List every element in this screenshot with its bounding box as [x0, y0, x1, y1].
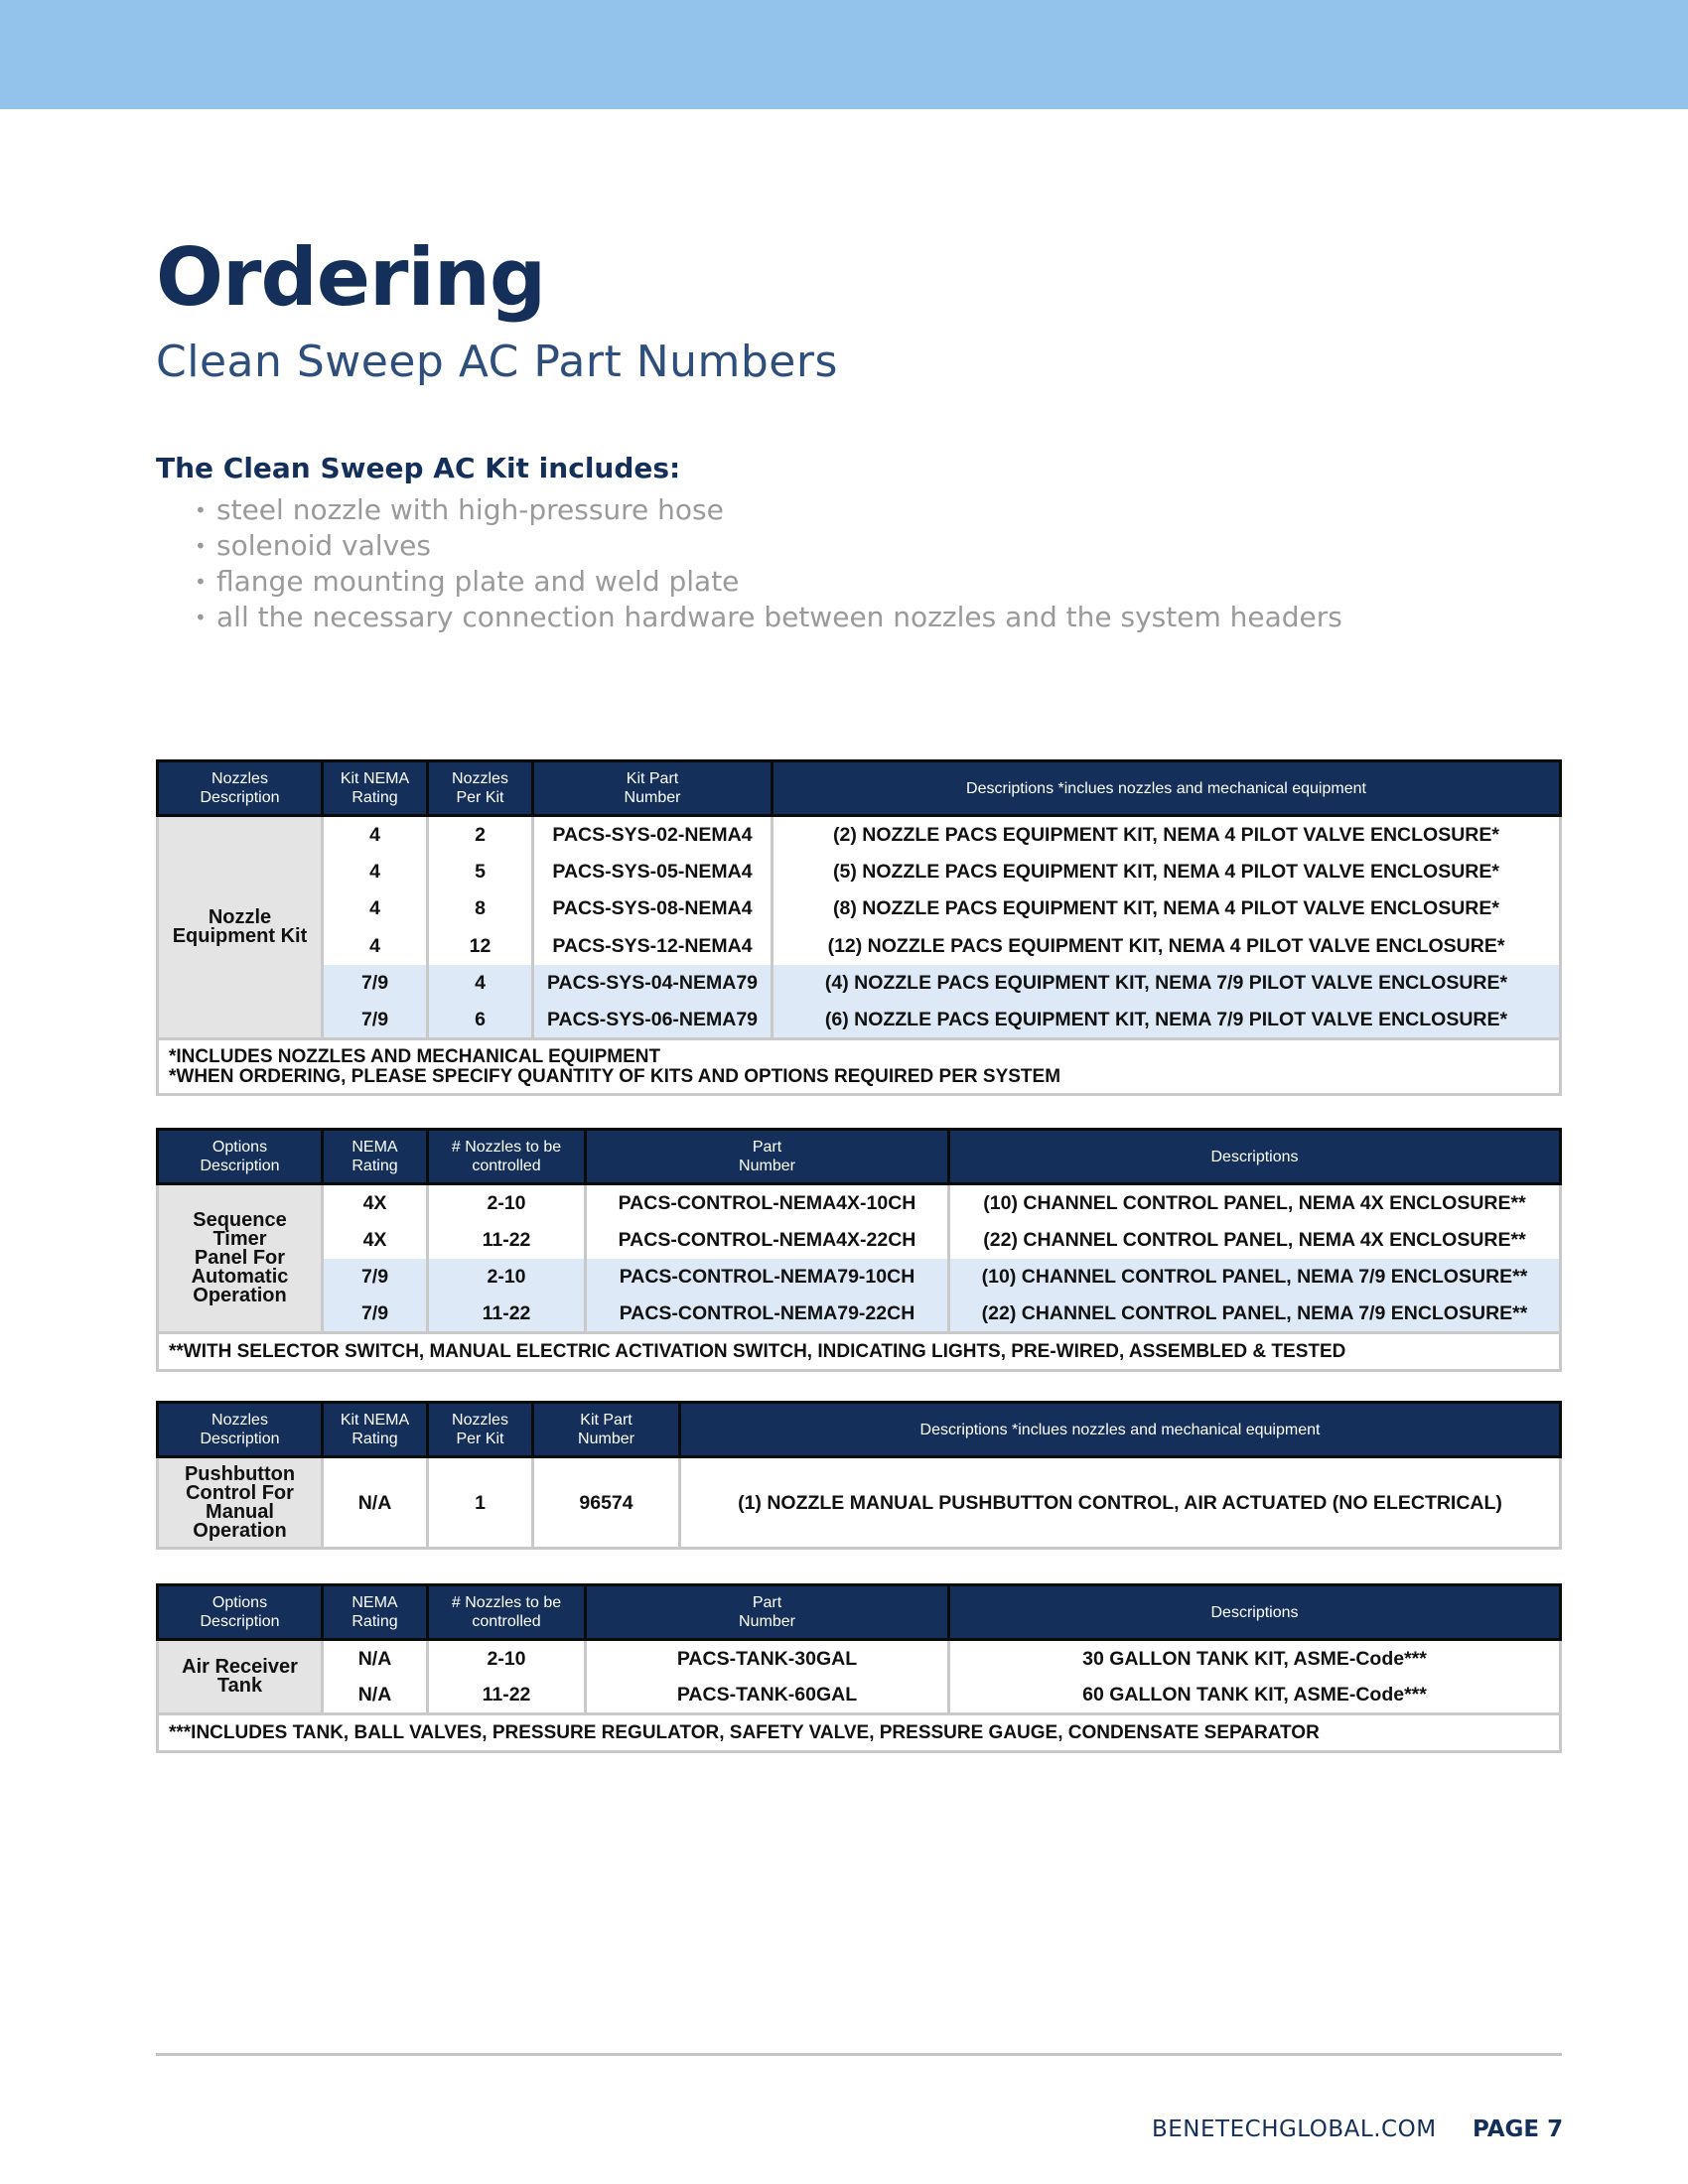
sequence-timer-panel-table [156, 1128, 1562, 1372]
kit-includes-heading: The Clean Sweep AC Kit includes: [156, 452, 681, 484]
table-cell: 60 GALLON TANK KIT, ASME-Code*** [949, 1677, 1561, 1714]
table-cell: (6) NOZZLE PACS EQUIPMENT KIT, NEMA 7/9 PILOT VALVE ENCLOSURE* [773, 1002, 1561, 1039]
table-row [158, 1677, 1561, 1714]
table-cell: N/A [323, 1677, 428, 1714]
table-header-row [158, 1585, 1561, 1640]
group-label: Sequence Timer Panel For Automatic Operation [158, 1184, 323, 1333]
table-note: *INCLUDES NOZZLES AND MECHANICAL EQUIPMENT *WHEN ORDERING, PLEASE SPECIFY QUANTITY OF KITS AND OPTIONS REQUIRED PER SYSTEM [158, 1039, 1561, 1095]
table-cell: (4) NOZZLE PACS EQUIPMENT KIT, NEMA 7/9 PILOT VALVE ENCLOSURE* [773, 965, 1561, 1003]
nozzle-equipment-kit-table [156, 759, 1562, 1096]
group-label: Nozzle Equipment Kit [158, 816, 323, 1039]
table-cell: 7/9 [323, 1002, 428, 1039]
table-cell: (10) CHANNEL CONTROL PANEL, NEMA 4X ENCLOSURE** [949, 1184, 1561, 1222]
table-note-row [158, 1714, 1561, 1752]
table-cell: (1) NOZZLE MANUAL PUSHBUTTON CONTROL, AIR ACTUATED (NO ELECTRICAL) [680, 1457, 1561, 1549]
table-cell: 4 [323, 853, 428, 890]
table-cell: (22) CHANNEL CONTROL PANEL, NEMA 4X ENCLOSURE** [949, 1221, 1561, 1259]
pushbutton-control-table [156, 1401, 1562, 1550]
table-cell: 5 [428, 853, 533, 890]
table-cell: 12 [428, 927, 533, 965]
table-row [158, 1221, 1561, 1259]
page-subtitle: Clean Sweep AC Part Numbers [156, 337, 838, 387]
table-cell: (12) NOZZLE PACS EQUIPMENT KIT, NEMA 4 PILOT VALVE ENCLOSURE* [773, 927, 1561, 965]
table-cell: N/A [323, 1640, 428, 1678]
table-cell: 1 [428, 1457, 533, 1549]
column-header: Options Description [158, 1130, 323, 1184]
table-cell: 7/9 [323, 965, 428, 1003]
kit-item: • steel nozzle with high-pressure hose [195, 492, 1342, 528]
table-cell: 11-22 [428, 1296, 586, 1333]
footer-divider [156, 2053, 1562, 2056]
column-header: Descriptions [949, 1585, 1561, 1640]
table-cell: PACS-CONTROL-NEMA79-22CH [586, 1296, 949, 1333]
table-cell: PACS-SYS-12-NEMA4 [533, 927, 773, 965]
table-header-row [158, 761, 1561, 816]
column-header: Nozzles Per Kit [428, 761, 533, 816]
table-cell: PACS-CONTROL-NEMA79-10CH [586, 1259, 949, 1297]
kit-item: • flange mounting plate and weld plate [195, 564, 1342, 600]
table-header-row [158, 1130, 1561, 1184]
table-cell: 4 [323, 927, 428, 965]
table-cell: 4X [323, 1221, 428, 1259]
table-cell: 7/9 [323, 1296, 428, 1333]
table-cell: PACS-TANK-30GAL [586, 1640, 949, 1678]
table-row [158, 890, 1561, 928]
table-row [158, 1184, 1561, 1222]
table-cell: 11-22 [428, 1221, 586, 1259]
column-header: Part Number [586, 1130, 949, 1184]
table-cell: PACS-SYS-04-NEMA79 [533, 965, 773, 1003]
table-cell: N/A [323, 1457, 428, 1549]
table-cell: 2-10 [428, 1640, 586, 1678]
table-note: **WITH SELECTOR SWITCH, MANUAL ELECTRIC ACTIVATION SWITCH, INDICATING LIGHTS, PRE-WIRED, ASSEMBLED & TESTED [158, 1333, 1561, 1371]
kit-item: • solenoid valves [195, 528, 1342, 564]
table-cell: (5) NOZZLE PACS EQUIPMENT KIT, NEMA 4 PILOT VALVE ENCLOSURE* [773, 853, 1561, 890]
column-header: Nozzles Per Kit [428, 1403, 533, 1457]
column-header: # Nozzles to be controlled [428, 1130, 586, 1184]
column-header: Options Description [158, 1585, 323, 1640]
table-row [158, 1259, 1561, 1297]
table-cell: PACS-TANK-60GAL [586, 1677, 949, 1714]
table-cell: 4 [428, 965, 533, 1003]
table-cell: 11-22 [428, 1677, 586, 1714]
column-header: Kit NEMA Rating [323, 761, 428, 816]
column-header: Descriptions *inclues nozzles and mechanical equipment [773, 761, 1561, 816]
kit-includes-list [195, 492, 1342, 635]
table-cell: PACS-CONTROL-NEMA4X-22CH [586, 1221, 949, 1259]
group-label: Air Receiver Tank [158, 1640, 323, 1714]
table-cell: 7/9 [323, 1259, 428, 1297]
column-header: # Nozzles to be controlled [428, 1585, 586, 1640]
table-cell: (10) CHANNEL CONTROL PANEL, NEMA 7/9 ENCLOSURE** [949, 1259, 1561, 1297]
table-note-row [158, 1039, 1561, 1095]
table-cell: (8) NOZZLE PACS EQUIPMENT KIT, NEMA 4 PILOT VALVE ENCLOSURE* [773, 890, 1561, 928]
page-title: Ordering [156, 231, 546, 324]
top-banner [0, 0, 1688, 109]
table-cell: 4 [323, 890, 428, 928]
column-header: Kit Part Number [533, 1403, 680, 1457]
table-row [158, 1457, 1561, 1549]
column-header: Kit Part Number [533, 761, 773, 816]
column-header: Kit NEMA Rating [323, 1403, 428, 1457]
table-cell: 2 [428, 816, 533, 854]
table-cell: 96574 [533, 1457, 680, 1549]
table-cell: PACS-SYS-06-NEMA79 [533, 1002, 773, 1039]
table-cell: 2-10 [428, 1259, 586, 1297]
column-header: NEMA Rating [323, 1585, 428, 1640]
air-receiver-tank-table [156, 1583, 1562, 1753]
table-row [158, 1640, 1561, 1678]
table-cell: 2-10 [428, 1184, 586, 1222]
footer-website: BENETECHGLOBAL.COM [1152, 2116, 1437, 2142]
table-row [158, 853, 1561, 890]
table-row [158, 927, 1561, 965]
table-cell: 4 [323, 816, 428, 854]
table-header-row [158, 1403, 1561, 1457]
column-header: NEMA Rating [323, 1130, 428, 1184]
column-header: Nozzles Description [158, 1403, 323, 1457]
table-row [158, 965, 1561, 1003]
table-row [158, 1296, 1561, 1333]
table-cell: (22) CHANNEL CONTROL PANEL, NEMA 7/9 ENCLOSURE** [949, 1296, 1561, 1333]
group-label: Pushbutton Control For Manual Operation [158, 1457, 323, 1549]
table-cell: (2) NOZZLE PACS EQUIPMENT KIT, NEMA 4 PILOT VALVE ENCLOSURE* [773, 816, 1561, 854]
page-number: PAGE 7 [1473, 2116, 1564, 2142]
table-cell: 4X [323, 1184, 428, 1222]
kit-item: • all the necessary connection hardware between nozzles and the system headers [195, 600, 1342, 635]
table-note-row [158, 1333, 1561, 1371]
column-header: Descriptions *inclues nozzles and mechanical equipment [680, 1403, 1561, 1457]
column-header: Descriptions [949, 1130, 1561, 1184]
table-cell: PACS-SYS-08-NEMA4 [533, 890, 773, 928]
column-header: Part Number [586, 1585, 949, 1640]
column-header: Nozzles Description [158, 761, 323, 816]
table-cell: 30 GALLON TANK KIT, ASME-Code*** [949, 1640, 1561, 1678]
table-row [158, 1002, 1561, 1039]
table-cell: 8 [428, 890, 533, 928]
table-cell: PACS-SYS-02-NEMA4 [533, 816, 773, 854]
table-row [158, 816, 1561, 854]
table-note: ***INCLUDES TANK, BALL VALVES, PRESSURE REGULATOR, SAFETY VALVE, PRESSURE GAUGE, CONDENSATE SEPARATOR [158, 1714, 1561, 1752]
table-cell: 6 [428, 1002, 533, 1039]
table-cell: PACS-SYS-05-NEMA4 [533, 853, 773, 890]
table-cell: PACS-CONTROL-NEMA4X-10CH [586, 1184, 949, 1222]
